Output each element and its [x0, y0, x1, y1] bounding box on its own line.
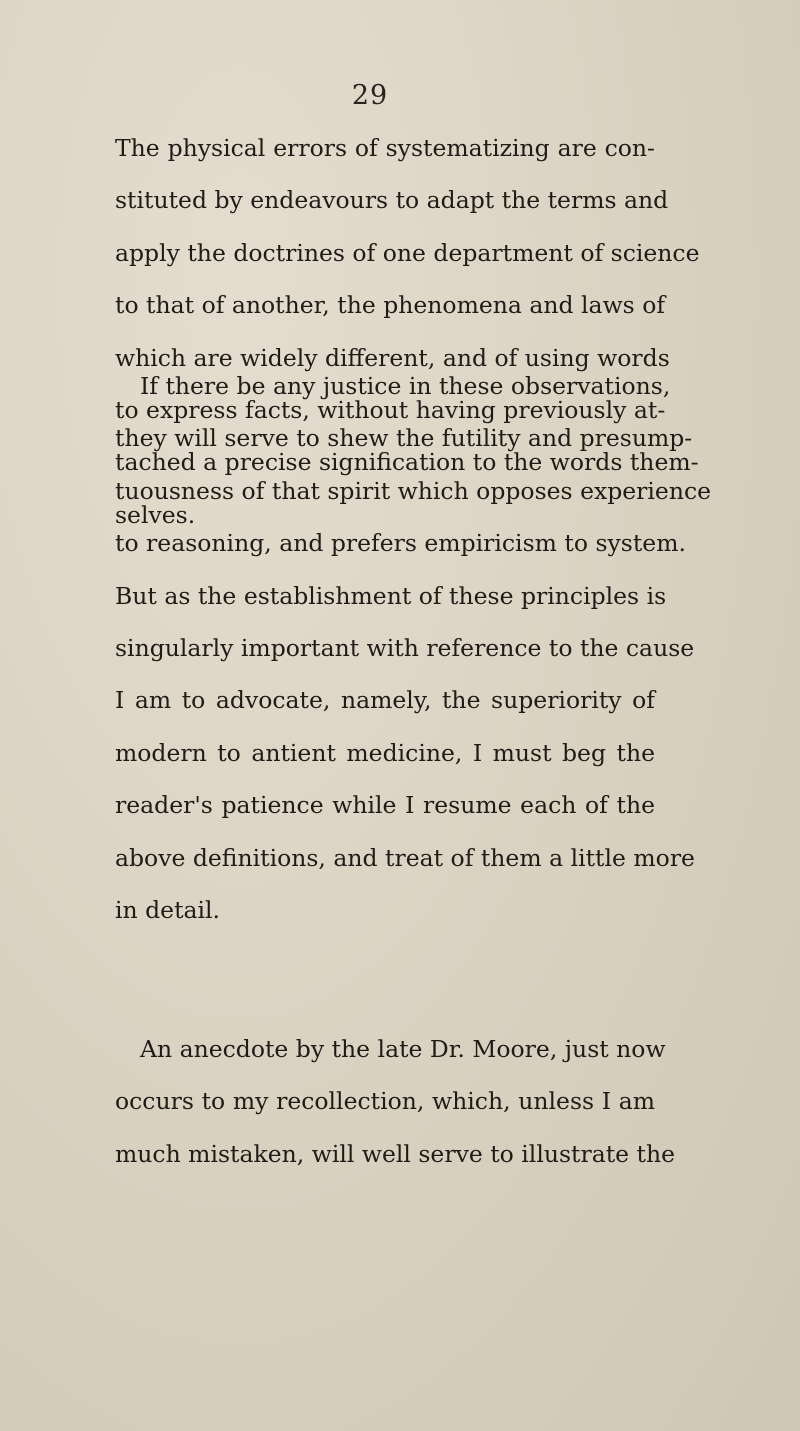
text-line: to express facts, without having previously at- [115, 395, 666, 424]
text-line: above definitions, and treat of them a little more [115, 843, 695, 872]
text-line: stituted by endeavours to adapt the terms and [115, 186, 669, 215]
text-line: apply the doctrines of one department of science [115, 238, 700, 267]
text-line: tached a precise signification to the words them- [115, 448, 699, 477]
text-line: singularly important with reference to the cause [115, 633, 695, 662]
text-line: selves. [115, 500, 196, 529]
text-line: to that of another, the phenomena and laws of [115, 291, 666, 320]
text-line: tuousness of that spirit which opposes experience [115, 476, 712, 505]
text-line: occurs to my recollection, which, unless I am [115, 1087, 655, 1116]
text-line: in detail. [115, 895, 221, 924]
paragraph-3 [115, 1023, 676, 1180]
text-line: An anecdote by the late Dr. Moore, just now [140, 1035, 666, 1063]
text-line: which are widely different, and of using words [115, 343, 670, 372]
text-line: If there be any justice in these observations, [140, 372, 671, 400]
page-number: 29 [351, 80, 389, 111]
text-line: The physical errors of systematizing are con- [115, 134, 655, 162]
text-line: to reasoning, and prefers empiricism to system. [115, 529, 686, 558]
text-line: But as the establishment of these principles is [115, 581, 667, 610]
paragraph-2 [115, 360, 712, 936]
text-line: they will serve to shew the futility and presump- [115, 424, 693, 453]
text-line: modern to antient medicine, I must beg the [115, 738, 655, 767]
text-line: reader's patience while I resume each of the [115, 791, 655, 820]
text-line: I am to advocate, namely, the superiority of [115, 686, 655, 715]
text-line: much mistaken, will well serve to illustrate the [115, 1139, 676, 1168]
